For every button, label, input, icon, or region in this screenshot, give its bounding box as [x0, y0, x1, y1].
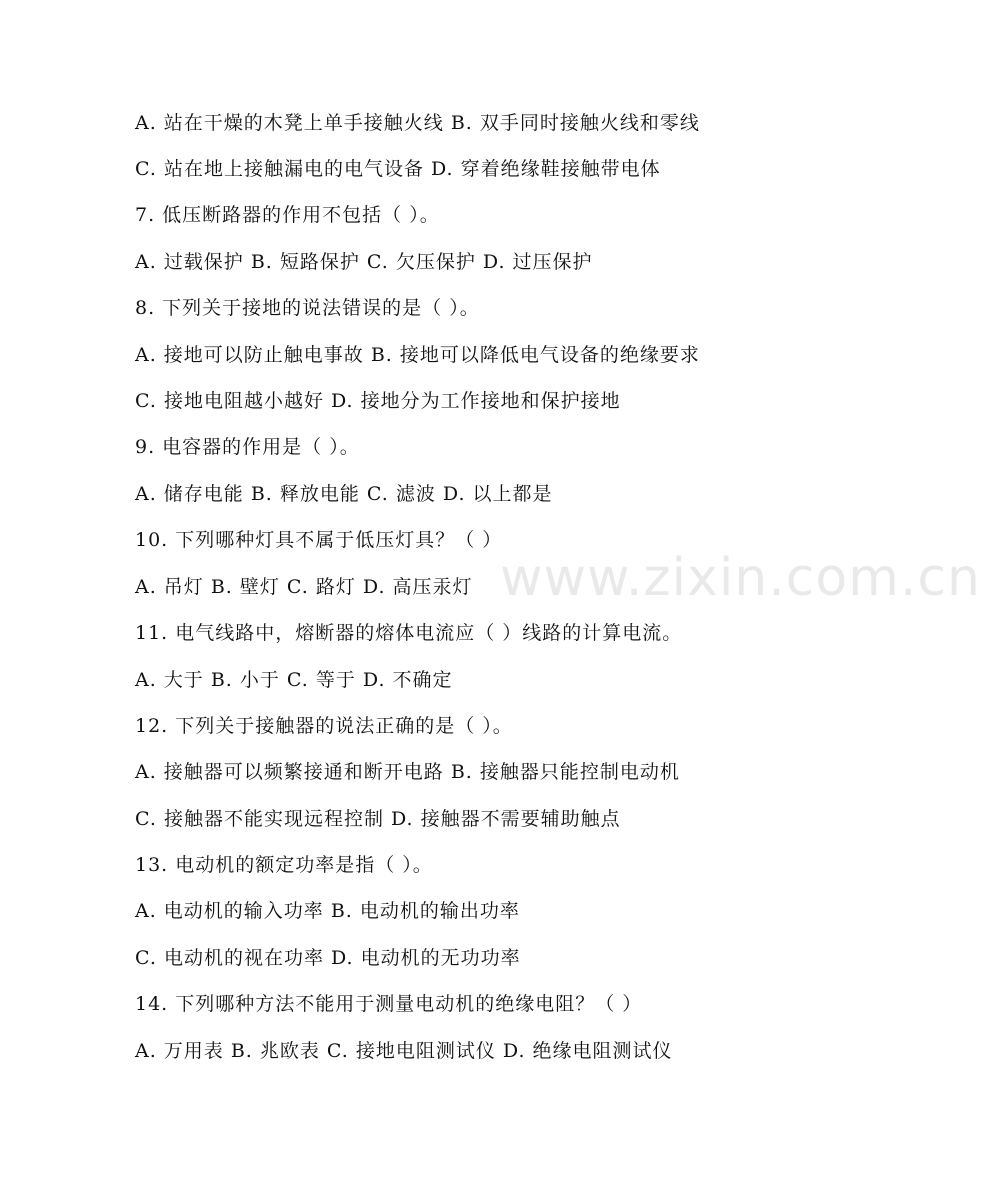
- question-9: 9. 电容器的作用是（ ）。: [135, 436, 360, 458]
- option-line-q13-ab: A. 电动机的输入功率 B. 电动机的输出功率: [135, 900, 520, 922]
- options-q11: A. 大于 B. 小于 C. 等于 D. 不确定: [135, 669, 453, 691]
- options-q9: A. 储存电能 B. 释放电能 C. 滤波 D. 以上都是: [135, 483, 553, 505]
- question-13: 13. 电动机的额定功率是指（ ）。: [135, 854, 433, 876]
- option-line-q12-cd: C. 接触器不能实现远程控制 D. 接触器不需要辅助触点: [135, 808, 621, 830]
- question-12: 12. 下列关于接触器的说法正确的是（ ）。: [135, 715, 513, 737]
- option-line-q8-cd: C. 接地电阻越小越好 D. 接地分为工作接地和保护接地: [135, 390, 621, 412]
- options-q14: A. 万用表 B. 兆欧表 C. 接地电阻测试仪 D. 绝缘电阻测试仪: [135, 1040, 673, 1062]
- option-line-q8-ab: A. 接地可以防止触电事故 B. 接地可以降低电气设备的绝缘要求: [135, 344, 700, 366]
- options-q7: A. 过载保护 B. 短路保护 C. 欠压保护 D. 过压保护: [135, 251, 593, 273]
- question-14: 14. 下列哪种方法不能用于测量电动机的绝缘电阻？（ ）: [135, 993, 643, 1015]
- options-q10: A. 吊灯 B. 壁灯 C. 路灯 D. 高压汞灯: [135, 576, 473, 598]
- question-7: 7. 低压断路器的作用不包括（ ）。: [135, 204, 440, 226]
- question-10: 10. 下列哪种灯具不属于低压灯具？（ ）: [135, 529, 503, 551]
- option-line-q13-cd: C. 电动机的视在功率 D. 电动机的无功功率: [135, 947, 521, 969]
- option-line-q12-ab: A. 接触器可以频繁接通和断开电路 B. 接触器只能控制电动机: [135, 761, 680, 783]
- question-8: 8. 下列关于接地的说法错误的是（ ）。: [135, 297, 480, 319]
- option-line-q6-cd: C. 站在地上接触漏电的电气设备 D. 穿着绝缘鞋接触带电体: [135, 158, 661, 180]
- watermark: www.zixin.com.cn: [500, 548, 981, 608]
- option-line-q6-ab: A. 站在干燥的木凳上单手接触火线 B. 双手同时接触火线和零线: [135, 112, 700, 134]
- question-11: 11. 电气线路中，熔断器的熔体电流应（ ）线路的计算电流。: [135, 622, 683, 644]
